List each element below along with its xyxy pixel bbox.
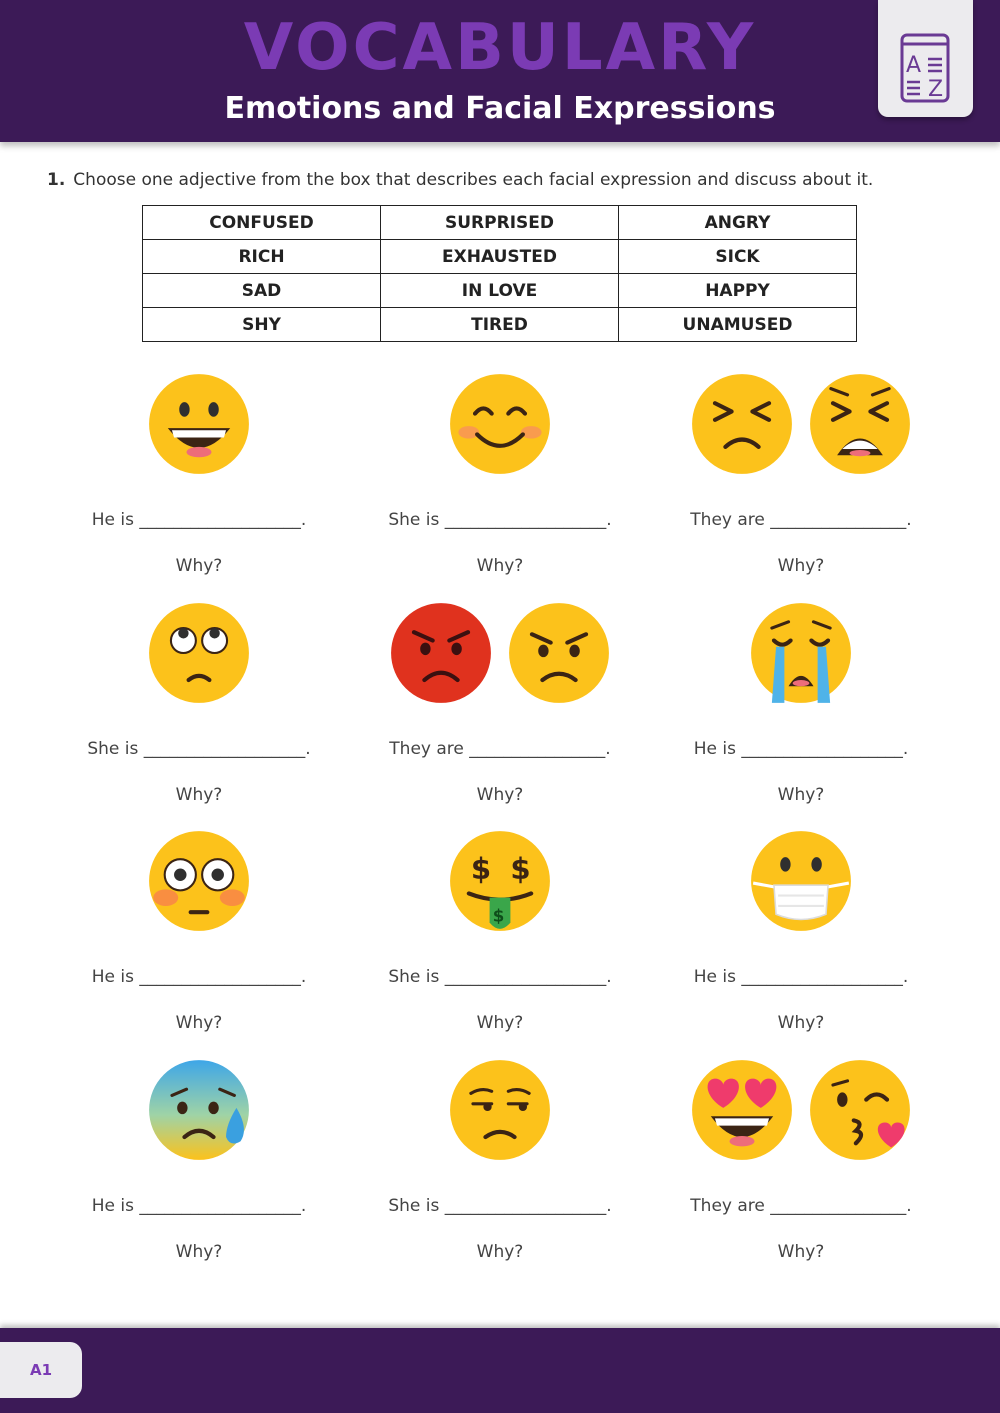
face-group <box>350 829 650 939</box>
word-box-cell: SURPRISED <box>381 206 619 240</box>
face-group <box>651 372 951 482</box>
answer-sentence[interactable]: He is ___________________. <box>693 739 909 759</box>
why-prompt: Why? <box>476 1013 524 1033</box>
face-group <box>49 372 349 482</box>
word-box-row <box>143 206 857 240</box>
eye-roll-face-icon <box>147 601 251 705</box>
face-group <box>49 829 349 939</box>
exercise-item <box>49 372 349 600</box>
svg-text:$: $ <box>470 851 492 886</box>
exercise-item <box>350 829 650 1057</box>
answer-sentence[interactable]: She is ___________________. <box>388 1196 612 1216</box>
dictionary-tab <box>878 0 973 117</box>
page-header <box>0 0 1000 142</box>
word-box-cell: UNAMUSED <box>619 308 857 342</box>
word-box-row <box>143 240 857 274</box>
exercise-item <box>651 372 951 600</box>
answer-sentence[interactable]: She is ___________________. <box>87 739 311 759</box>
why-prompt: Why? <box>175 1242 223 1262</box>
face-group <box>651 829 951 939</box>
dictionary-book-icon <box>898 32 952 104</box>
exercise-item <box>651 1058 951 1286</box>
word-box-table <box>142 205 857 342</box>
page-footer <box>0 1328 1000 1413</box>
money-mouth-face-icon <box>448 829 552 933</box>
word-box-cell: EXHAUSTED <box>381 240 619 274</box>
page-subtitle: Emotions and Facial Expressions <box>224 91 776 126</box>
exercise-item <box>49 829 349 1057</box>
word-box-cell: SICK <box>619 240 857 274</box>
word-box-cell: SHY <box>143 308 381 342</box>
anxious-sweat-face-icon <box>147 1058 251 1162</box>
face-group <box>651 1058 951 1168</box>
smiling-blushing-face-icon <box>448 372 552 476</box>
instruction-text: Choose one adjective from the box that describes each facial expression and discuss about it. <box>73 170 874 190</box>
word-box-cell: CONFUSED <box>143 206 381 240</box>
why-prompt: Why? <box>476 556 524 576</box>
word-box-cell: HAPPY <box>619 274 857 308</box>
red-pouting-face-icon <box>389 601 493 705</box>
exercise-item <box>651 829 951 1057</box>
answer-sentence[interactable]: They are ________________. <box>690 1196 912 1216</box>
answer-sentence[interactable]: He is ___________________. <box>693 967 909 987</box>
page-title: VOCABULARY <box>243 11 757 85</box>
face-group <box>350 372 650 482</box>
face-group <box>49 601 349 711</box>
answer-sentence[interactable]: She is ___________________. <box>388 967 612 987</box>
kissing-heart-face-icon <box>808 1058 912 1162</box>
heart-eyes-face-icon <box>690 1058 794 1162</box>
angry-face-icon <box>507 601 611 705</box>
svg-text:Z: Z <box>928 77 944 102</box>
unamused-face-icon <box>448 1058 552 1162</box>
word-box-cell: ANGRY <box>619 206 857 240</box>
grinning-face-icon <box>147 372 251 476</box>
word-box-cell: SAD <box>143 274 381 308</box>
level-badge: A1 <box>0 1342 82 1398</box>
svg-text:A: A <box>906 53 922 78</box>
svg-text:$: $ <box>510 851 531 886</box>
exercise-item <box>49 1058 349 1286</box>
face-group <box>350 601 650 711</box>
face-group <box>49 1058 349 1168</box>
why-prompt: Why? <box>175 785 223 805</box>
answer-sentence[interactable]: They are ________________. <box>389 739 611 759</box>
exercise-item <box>49 601 349 829</box>
confounded-face-icon <box>690 372 794 476</box>
why-prompt: Why? <box>777 785 825 805</box>
answer-sentence[interactable]: She is ___________________. <box>388 510 612 530</box>
word-box-cell: TIRED <box>381 308 619 342</box>
svg-text:$: $ <box>492 906 505 926</box>
why-prompt: Why? <box>777 556 825 576</box>
answer-sentence[interactable]: He is ___________________. <box>91 967 307 987</box>
why-prompt: Why? <box>175 1013 223 1033</box>
exercise-item <box>350 1058 650 1286</box>
why-prompt: Why? <box>476 1242 524 1262</box>
answer-sentence[interactable]: They are ________________. <box>690 510 912 530</box>
word-box-cell: IN LOVE <box>381 274 619 308</box>
exercise-item <box>350 601 650 829</box>
answer-sentence[interactable]: He is ___________________. <box>91 1196 307 1216</box>
why-prompt: Why? <box>777 1013 825 1033</box>
flushed-face-icon <box>147 829 251 933</box>
why-prompt: Why? <box>777 1242 825 1262</box>
exercise-item <box>651 601 951 829</box>
tired-face-icon <box>808 372 912 476</box>
face-group <box>651 601 951 711</box>
medical-mask-face-icon <box>749 829 853 933</box>
face-group <box>350 1058 650 1168</box>
why-prompt: Why? <box>476 785 524 805</box>
crying-face-icon <box>749 601 853 705</box>
word-box-cell: RICH <box>143 240 381 274</box>
exercise-item <box>350 372 650 600</box>
word-box-row <box>143 274 857 308</box>
exercise-instruction <box>47 168 947 192</box>
why-prompt: Why? <box>175 556 223 576</box>
word-box-row <box>143 308 857 342</box>
answer-sentence[interactable]: He is ___________________. <box>91 510 307 530</box>
exercise-number: 1. <box>47 170 66 190</box>
